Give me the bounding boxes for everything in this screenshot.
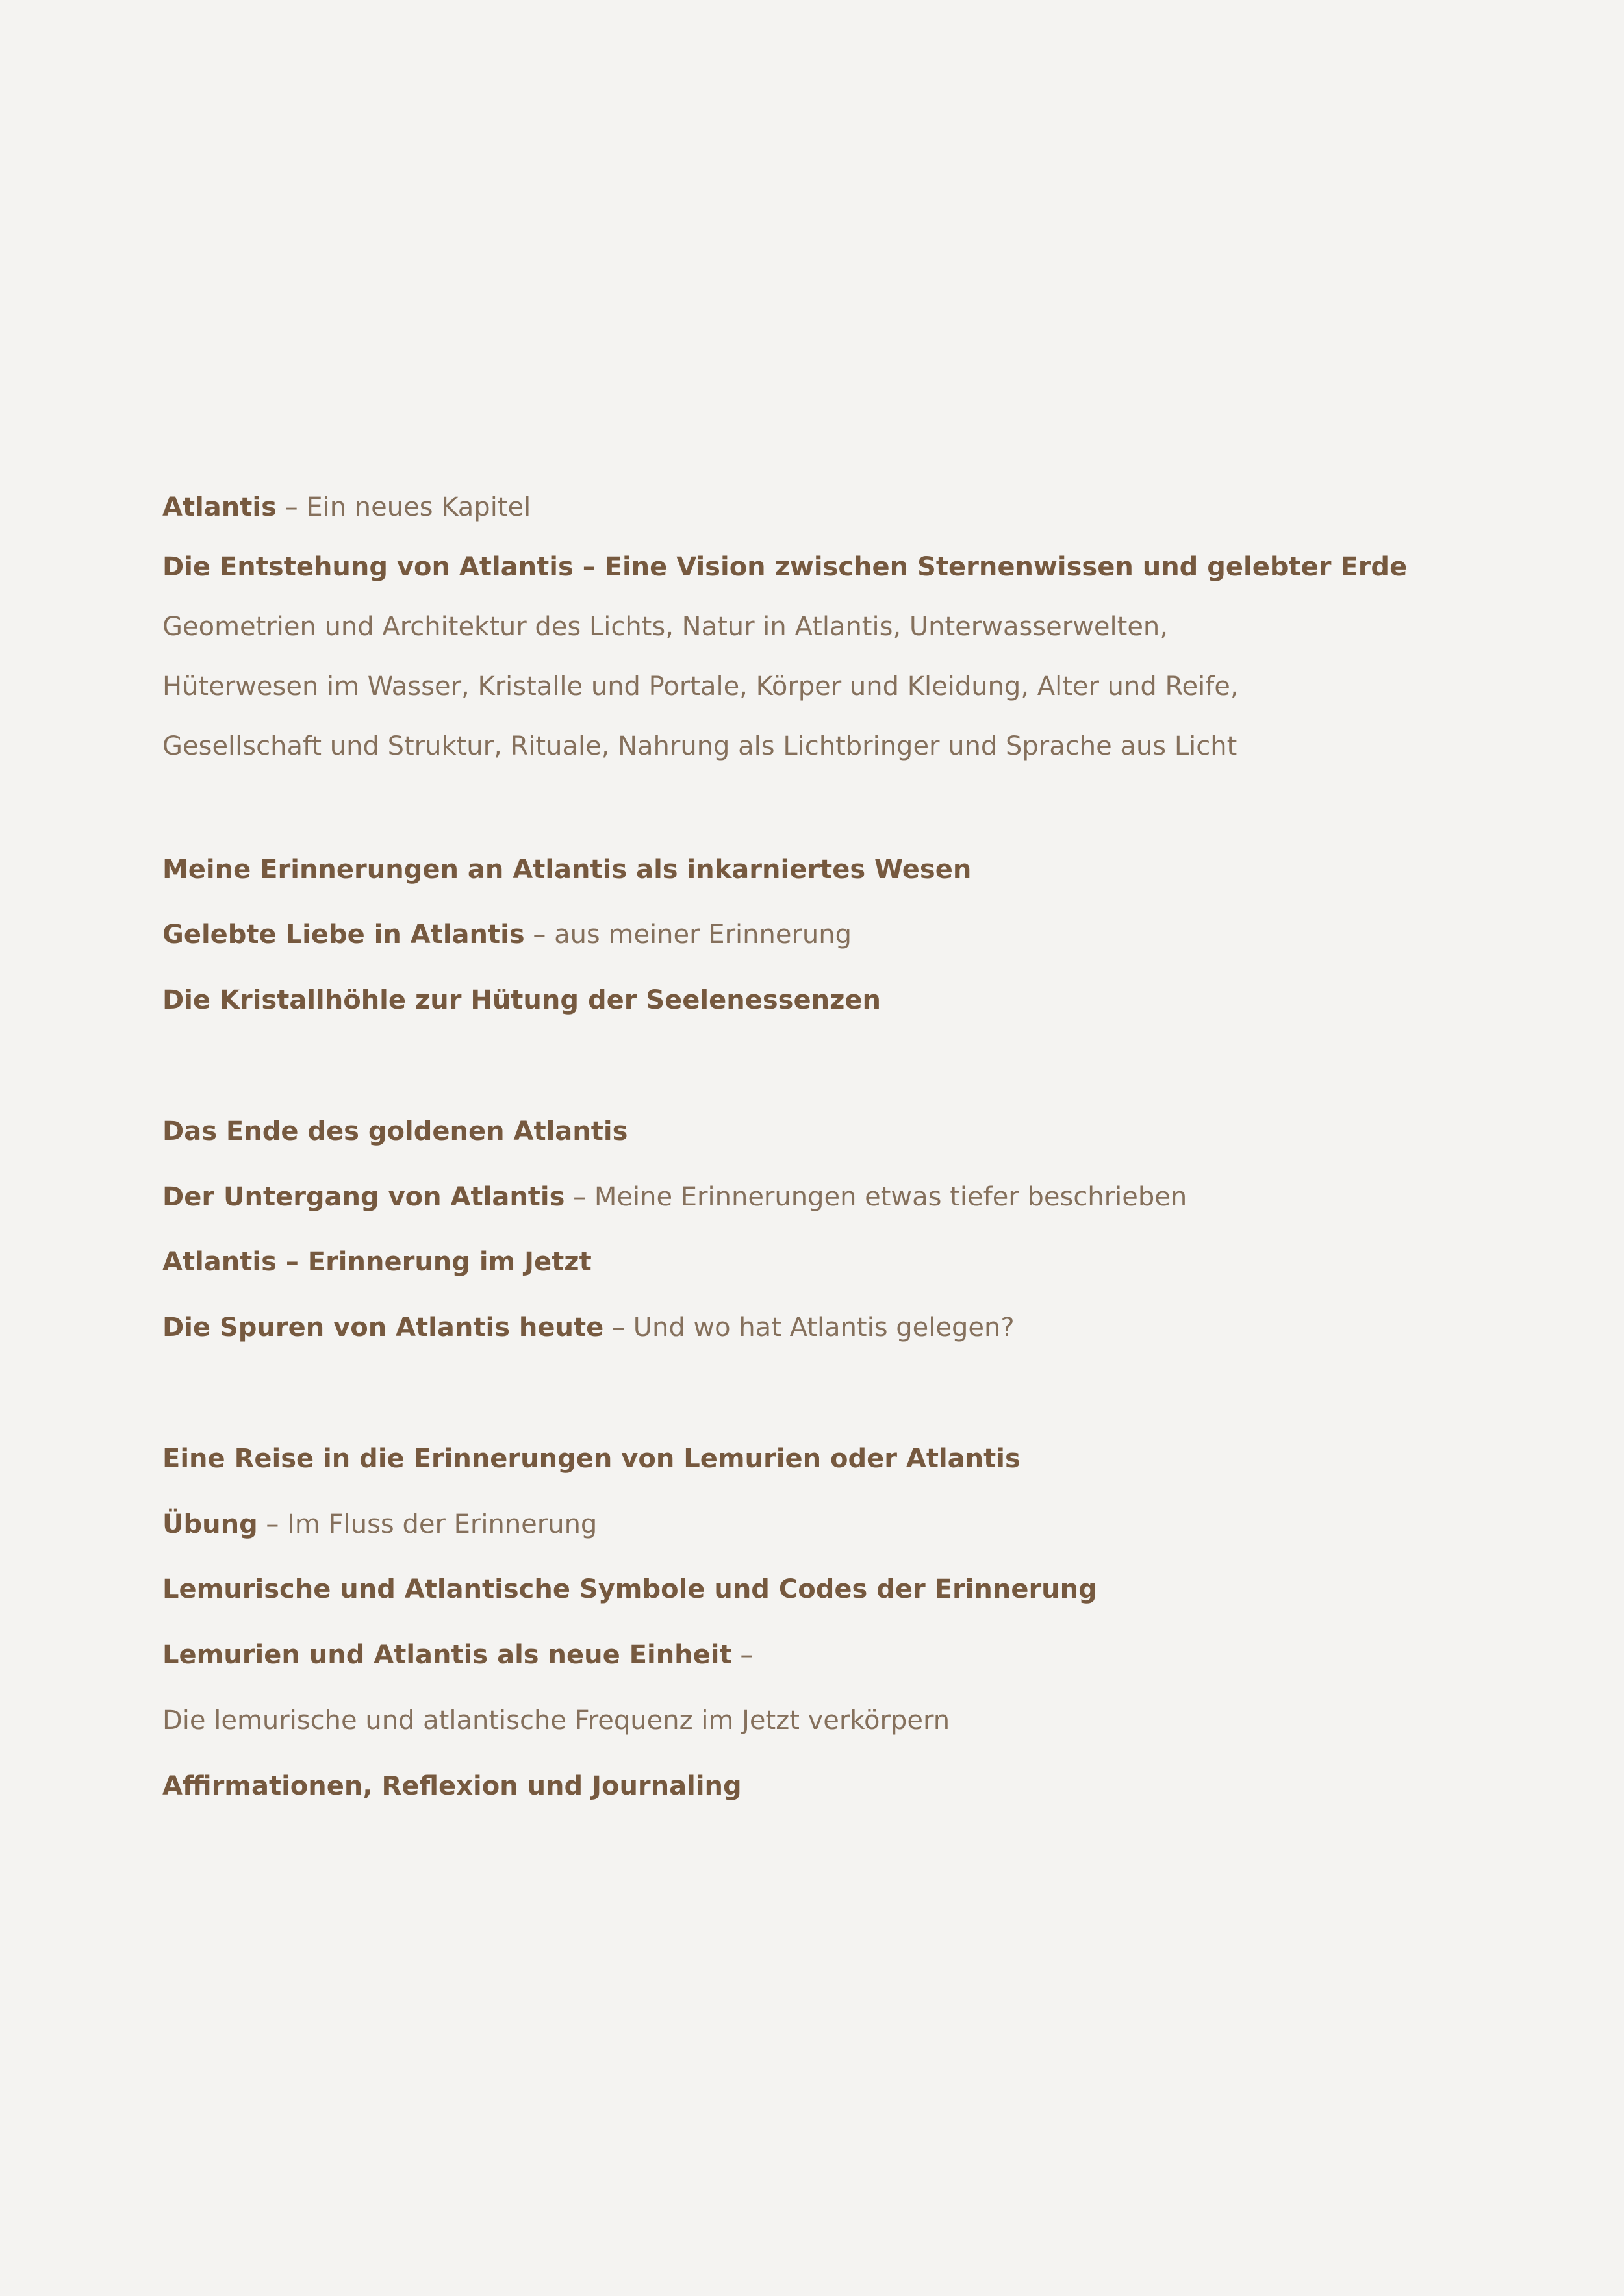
toc-entry-affirmationen	[162, 1769, 742, 1803]
toc-entry-subtitle: – Meine Erinnerungen etwas tiefer beschrieben	[565, 1182, 1187, 1212]
toc-subtopics-line-1	[162, 610, 1168, 644]
toc-entry-entstehung	[162, 550, 1407, 584]
toc-entry-subtitle: – Im Fluss der Erinnerung	[257, 1509, 598, 1539]
toc-entry-gelebte-liebe	[162, 918, 852, 952]
toc-entry-subtitle: Gesellschaft und Struktur, Rituale, Nahrung als Lichtbringer und Sprache aus Licht	[162, 731, 1237, 761]
toc-entry-subtitle: – aus meiner Erinnerung	[524, 920, 852, 950]
toc-entry-uebung	[162, 1508, 597, 1541]
toc-entry-subtitle: –	[731, 1640, 754, 1670]
toc-entry-erinnerungen-inkarniert	[162, 853, 971, 887]
toc-entry-symbole-codes	[162, 1572, 1097, 1606]
toc-entry-erinnerung-im-jetzt	[162, 1245, 592, 1279]
toc-entry-title: Der Untergang von Atlantis	[162, 1182, 565, 1212]
toc-entry-title: Übung	[162, 1509, 258, 1539]
toc-entry-subtitle: – Ein neues Kapitel	[276, 492, 531, 522]
toc-entry-title: Lemurien und Atlantis als neue Einheit	[162, 1640, 732, 1670]
toc-entry-title: Meine Erinnerungen an Atlantis als inkarniertes Wesen	[162, 855, 972, 885]
toc-entry-subtitle: Hüterwesen im Wasser, Kristalle und Portale, Körper und Kleidung, Alter und Reife,	[162, 672, 1239, 701]
toc-entry-title: Gelebte Liebe in Atlantis	[162, 920, 525, 950]
toc-entry-frequenz-verkoerpern	[162, 1704, 950, 1737]
toc-entry-subtitle: Geometrien und Architektur des Lichts, Natur in Atlantis, Unterwasserwelten,	[162, 612, 1168, 642]
toc-entry-title: Die Spuren von Atlantis heute	[162, 1313, 604, 1343]
toc-subtopics-line-2	[162, 670, 1239, 703]
toc-entry-title: Das Ende des goldenen Atlantis	[162, 1116, 628, 1146]
toc-entry-neue-einheit	[162, 1638, 753, 1672]
toc-entry-subtitle: – Und wo hat Atlantis gelegen?	[603, 1313, 1015, 1343]
toc-entry-kristallhoehle	[162, 983, 881, 1017]
toc-entry-spuren-heute	[162, 1311, 1015, 1344]
toc-entry-reise-erinnerungen	[162, 1442, 1021, 1476]
toc-subtopics-line-3	[162, 729, 1237, 763]
toc-entry-untergang	[162, 1180, 1187, 1214]
toc-entry-ende-goldenes-atlantis	[162, 1115, 628, 1148]
toc-entry-atlantis-neues-kapitel	[162, 490, 531, 524]
toc-entry-title: Eine Reise in die Erinnerungen von Lemurien oder Atlantis	[162, 1444, 1021, 1474]
toc-entry-title: Atlantis	[162, 492, 277, 522]
toc-entry-subtitle: Die lemurische und atlantische Frequenz im Jetzt verkörpern	[162, 1706, 950, 1735]
toc-entry-title: Affirmationen, Reflexion und Journaling	[162, 1771, 742, 1801]
toc-entry-title: Lemurische und Atlantische Symbole und Codes der Erinnerung	[162, 1574, 1097, 1604]
toc-entry-title: Die Entstehung von Atlantis – Eine Vision zwischen Sternenwissen und gelebter Erde	[162, 552, 1408, 582]
toc-entry-title: Atlantis – Erinnerung im Jetzt	[162, 1247, 592, 1277]
toc-entry-title: Die Kristallhöhle zur Hütung der Seelenessenzen	[162, 985, 881, 1015]
